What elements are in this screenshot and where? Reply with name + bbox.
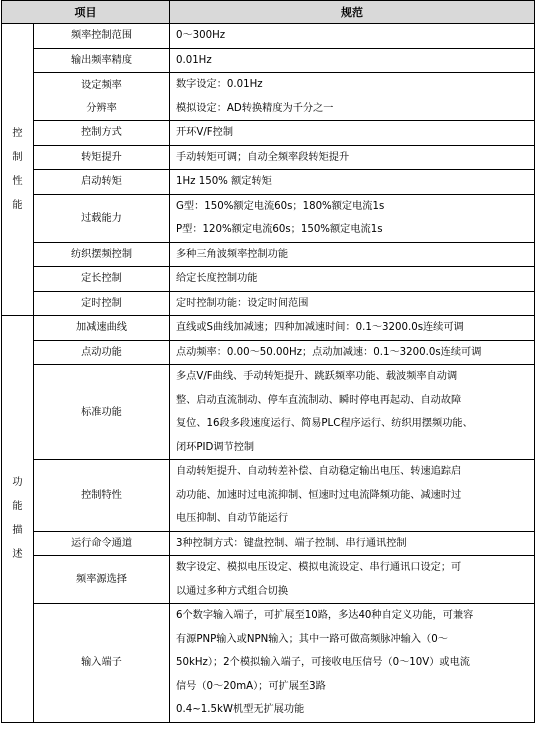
table-row [2,242,535,267]
spec-line: 闭环PID调节控制 [176,441,255,453]
spec-line: 自动转矩提升、自动转差补偿、自动稳定输出电压、转速追踪启 [176,466,462,477]
category-char: 功 [12,476,23,488]
spec-cell [170,340,535,365]
category-char: 制 [12,151,23,163]
category-char: 控 [12,127,23,139]
category-char: 描 [12,524,23,536]
spec-line: 1Hz 150% 额定转矩 [176,176,272,187]
item-cell [34,24,170,49]
item-cell [34,73,170,121]
item-cell [34,145,170,170]
item-cell [34,460,170,532]
spec-line: 多种三角波频率控制功能 [176,248,289,260]
table-row [2,48,535,73]
category-char: 述 [12,548,23,560]
spec-cell [170,267,535,292]
table-row [2,73,535,121]
spec-table [1,0,535,723]
category-char: 性 [12,175,23,187]
spec-line: 0～300Hz [176,30,226,41]
spec-line: 手动转矩可调；自动全频率段转矩提升 [176,151,350,163]
table-row [2,194,535,242]
spec-cell [170,531,535,556]
item-label: 加减速曲线 [76,322,127,334]
header-item: 项目 [2,1,170,24]
table-row [2,316,535,341]
table-row [2,267,535,292]
spec-cell [170,556,535,604]
item-cell [34,194,170,242]
item-label: 输入端子 [81,657,122,669]
table-row [2,24,535,49]
table-row [2,556,535,604]
item-cell [34,242,170,267]
item-cell [34,48,170,73]
spec-line: P型：120%额定电流60s；150%额定电流1s [176,224,383,235]
item-label: 定长控制 [81,273,122,285]
spec-line: 直线或S曲线加减速；四种加减速时间：0.1～3200.0s连续可调 [176,322,464,333]
spec-line: 模拟设定：AD转换精度为千分之一 [176,102,334,114]
item-cell [34,267,170,292]
spec-cell [170,242,535,267]
spec-line: 定时控制功能：设定时间范围 [176,297,309,309]
category-cell [2,316,34,723]
spec-line: 数字设定：0.01Hz [176,79,263,90]
spec-cell [170,48,535,73]
item-label: 控制特性 [81,489,122,501]
item-label: 运行命令通道 [70,537,133,549]
spec-cell [170,460,535,532]
spec-line: 开环V/F控制 [176,127,234,138]
item-label: 点动功能 [81,346,122,358]
item-label: 转矩提升 [81,151,122,163]
spec-line: 给定长度控制功能 [176,273,258,284]
item-label: 频率控制范围 [70,30,133,42]
spec-line: 多点V/F曲线、手动转矩提升、跳跃频率功能、载波频率自动调 [176,371,458,382]
category-char: 能 [12,500,23,512]
spec-line: 复位、16段多段速度运行、简易PLC程序运行、纺织用摆频功能、 [176,418,473,429]
spec-line: 点动频率：0.00～50.00Hz；点动加减速：0.1～3200.0s连续可调 [176,346,482,358]
spec-cell [170,24,535,49]
table-row [2,121,535,146]
item-label: 输出频率精度 [70,54,133,66]
table-row [2,531,535,556]
item-cell [34,556,170,604]
spec-cell [170,291,535,316]
table-row [2,340,535,365]
spec-cell [170,365,535,460]
item-label: 控制方式 [81,127,122,139]
spec-line: 以通过多种方式组合切换 [176,585,289,597]
spec-line: 动功能、加速时过电流抑制、恒速时过电流降频功能、减速时过 [176,489,462,501]
category-cell [2,24,34,316]
spec-line: 50kHz）；2个模拟输入端子，可接收电压信号（0～10V）或电流 [176,657,470,668]
item-label: 频率源选择 [76,574,127,585]
spec-line: 有源PNP输入或NPN输入；其中一路可做高频脉冲输入（0～ [176,633,448,645]
spec-cell [170,73,535,121]
spec-cell [170,145,535,170]
spec-line: 信号（0～20mA）；可扩展至3路 [176,680,326,692]
item-cell [34,365,170,460]
item-cell [34,604,170,723]
table-row [2,170,535,195]
item-cell [34,316,170,341]
item-label: 启动转矩 [81,176,122,188]
spec-line: 0.01Hz [176,54,212,66]
spec-line: 6个数字输入端子，可扩展至10路，多达40种自定义功能，可兼容 [176,610,474,621]
item-label: 定时控制 [81,297,122,309]
item-cell [34,340,170,365]
spec-line: 数字设定、模拟电压设定、模拟电流设定、串行通讯口设定；可 [176,562,462,573]
item-cell [34,121,170,146]
spec-line: G型：150%额定电流60s；180%额定电流1s [176,200,385,212]
table-row [2,365,535,460]
spec-cell [170,316,535,341]
table-row [2,145,535,170]
table-row [2,460,535,532]
category-char: 能 [12,199,23,211]
spec-cell [170,121,535,146]
header-row [2,1,535,24]
table-row [2,604,535,723]
header-spec: 规范 [170,1,535,24]
spec-cell [170,194,535,242]
item-label: 过载能力 [81,212,122,224]
item-label: 纺织摆频控制 [70,248,133,260]
spec-cell [170,604,535,723]
item-cell [34,291,170,316]
spec-line: 电压抑制、自动节能运行 [176,513,289,524]
item-label: 标准功能 [81,406,122,418]
item-label: 设定频率 [81,79,122,91]
item-label: 分辨率 [86,102,117,114]
table-row [2,291,535,316]
item-cell [34,531,170,556]
spec-cell [170,170,535,195]
spec-line: 3种控制方式：键盘控制、端子控制、串行通讯控制 [176,537,407,549]
spec-line: 整、启动直流制动、停车直流制动、瞬时停电再起动、自动故障 [176,394,462,406]
spec-line: 0.4~1.5kW机型无扩展功能 [176,704,305,715]
item-cell [34,170,170,195]
table-body [2,24,535,723]
